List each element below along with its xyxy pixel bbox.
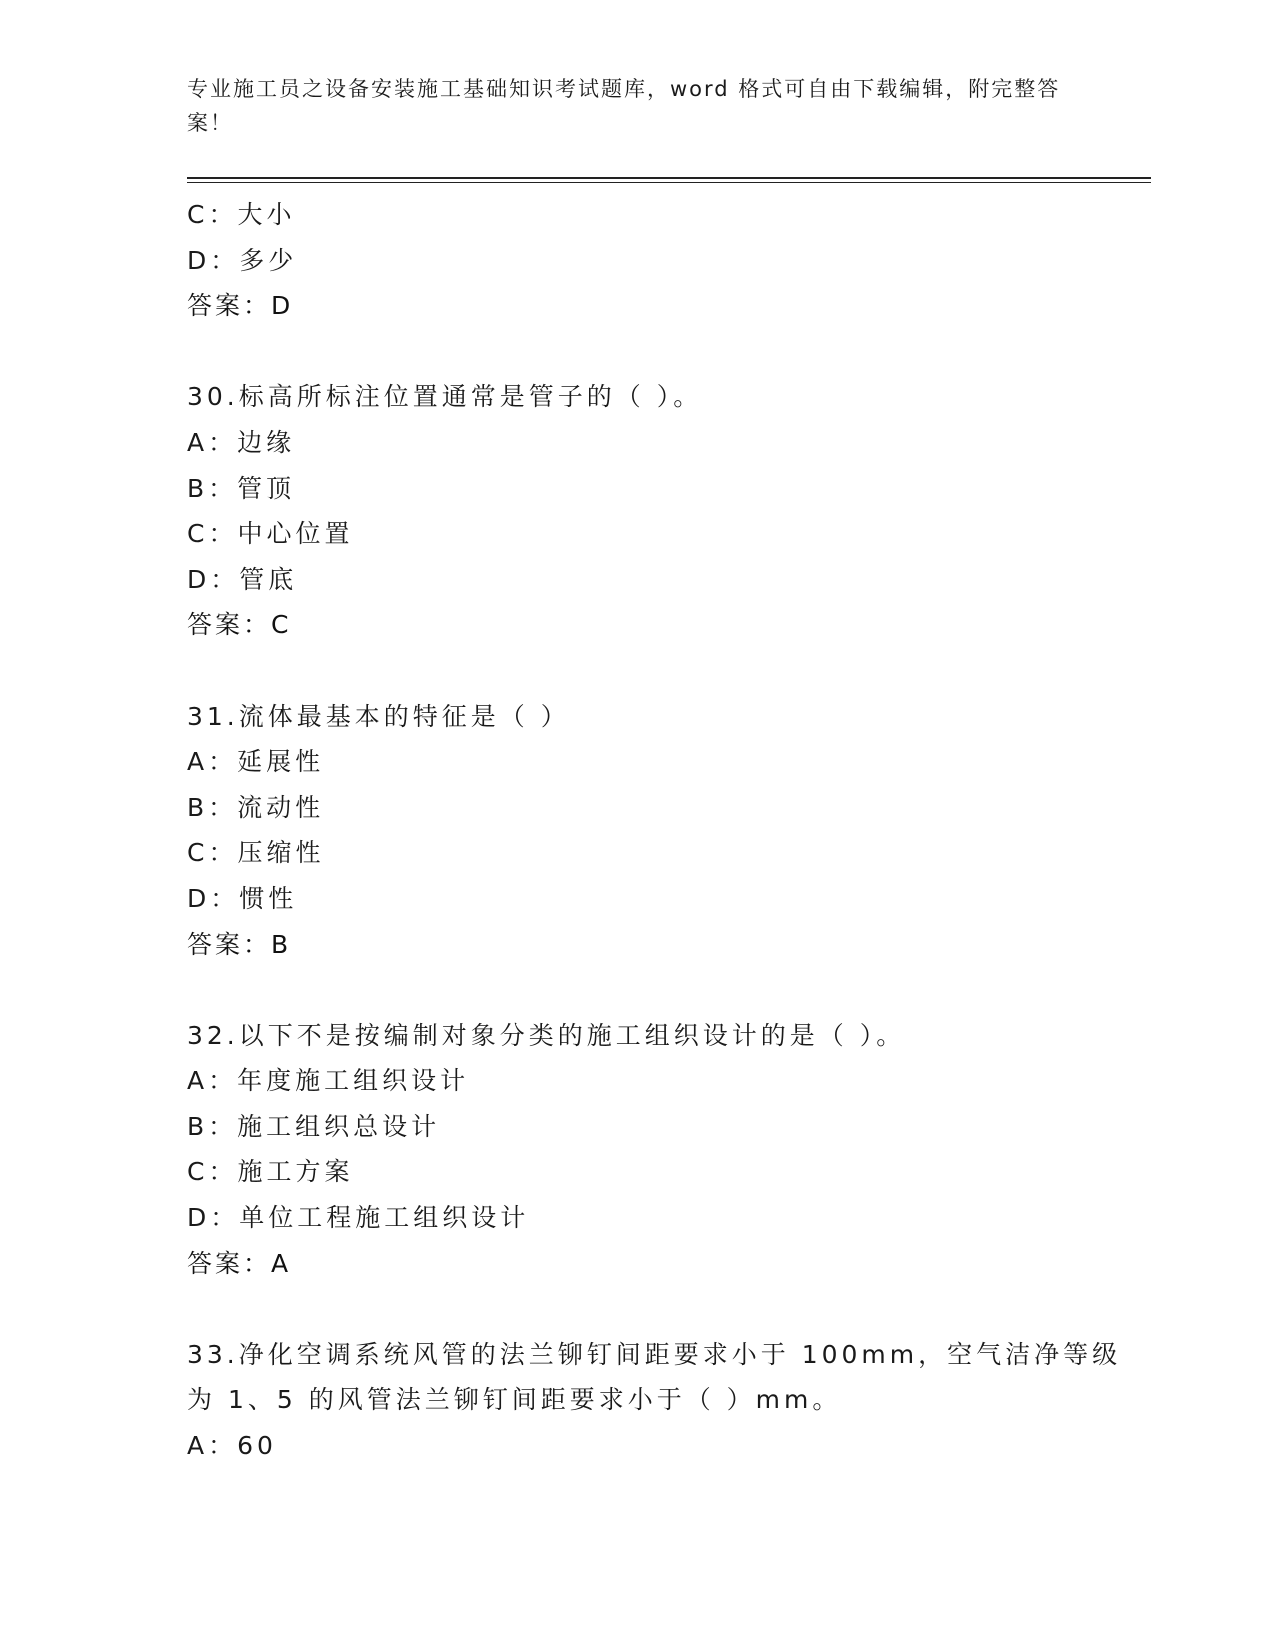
option-c: C：压缩性: [187, 838, 325, 868]
spacer: [187, 648, 1087, 694]
question-stem-31: 31.流体最基本的特征是（ ）: [187, 701, 570, 731]
option-d: D：惯性: [187, 883, 298, 913]
option-d: D：管底: [187, 564, 298, 594]
option-d: D：单位工程施工组织设计: [187, 1203, 530, 1233]
option-b: B：施工组织总设计: [187, 1111, 441, 1141]
option-a: A：60: [187, 1431, 277, 1461]
header-divider-thin: [187, 182, 1151, 183]
answer-line: 答案：C: [187, 610, 292, 640]
page-header: 专业施工员之设备安装施工基础知识考试题库，word 格式可自由下载编辑，附完整答案！: [187, 77, 1061, 135]
header-divider-thick: [187, 177, 1151, 179]
option-c: C：大小: [187, 200, 296, 229]
spacer: [187, 329, 1087, 375]
answer-line: 答案：B: [187, 929, 292, 959]
question-stem-33-line2: 为 1、5 的风管法兰铆钉间距要求小于（ ）mm。: [187, 1385, 842, 1415]
option-d: D：多少: [187, 245, 298, 275]
question-stem-32: 32.以下不是按编制对象分类的施工组织设计的是（ ）。: [187, 1020, 906, 1050]
answer-line: 答案：A: [187, 1248, 292, 1278]
option-a: A：年度施工组织设计: [187, 1066, 470, 1096]
option-c: C：中心位置: [187, 519, 354, 549]
option-a: A：延展性: [187, 747, 325, 777]
question-stem-30: 30.标高所标注位置通常是管子的（ ）。: [187, 382, 703, 412]
option-c: C：施工方案: [187, 1157, 354, 1187]
question-list: [187, 192, 1122, 1469]
option-b: B：流动性: [187, 792, 325, 822]
option-b: B：管顶: [187, 473, 296, 503]
question-stem-33-line1: 33.净化空调系统风管的法兰铆钉间距要求小于 100mm，空气洁净等级: [187, 1339, 1122, 1369]
spacer: [187, 967, 1087, 1013]
spacer: [187, 1286, 1087, 1332]
answer-line: 答案：D: [187, 291, 294, 321]
option-a: A：边缘: [187, 427, 296, 457]
